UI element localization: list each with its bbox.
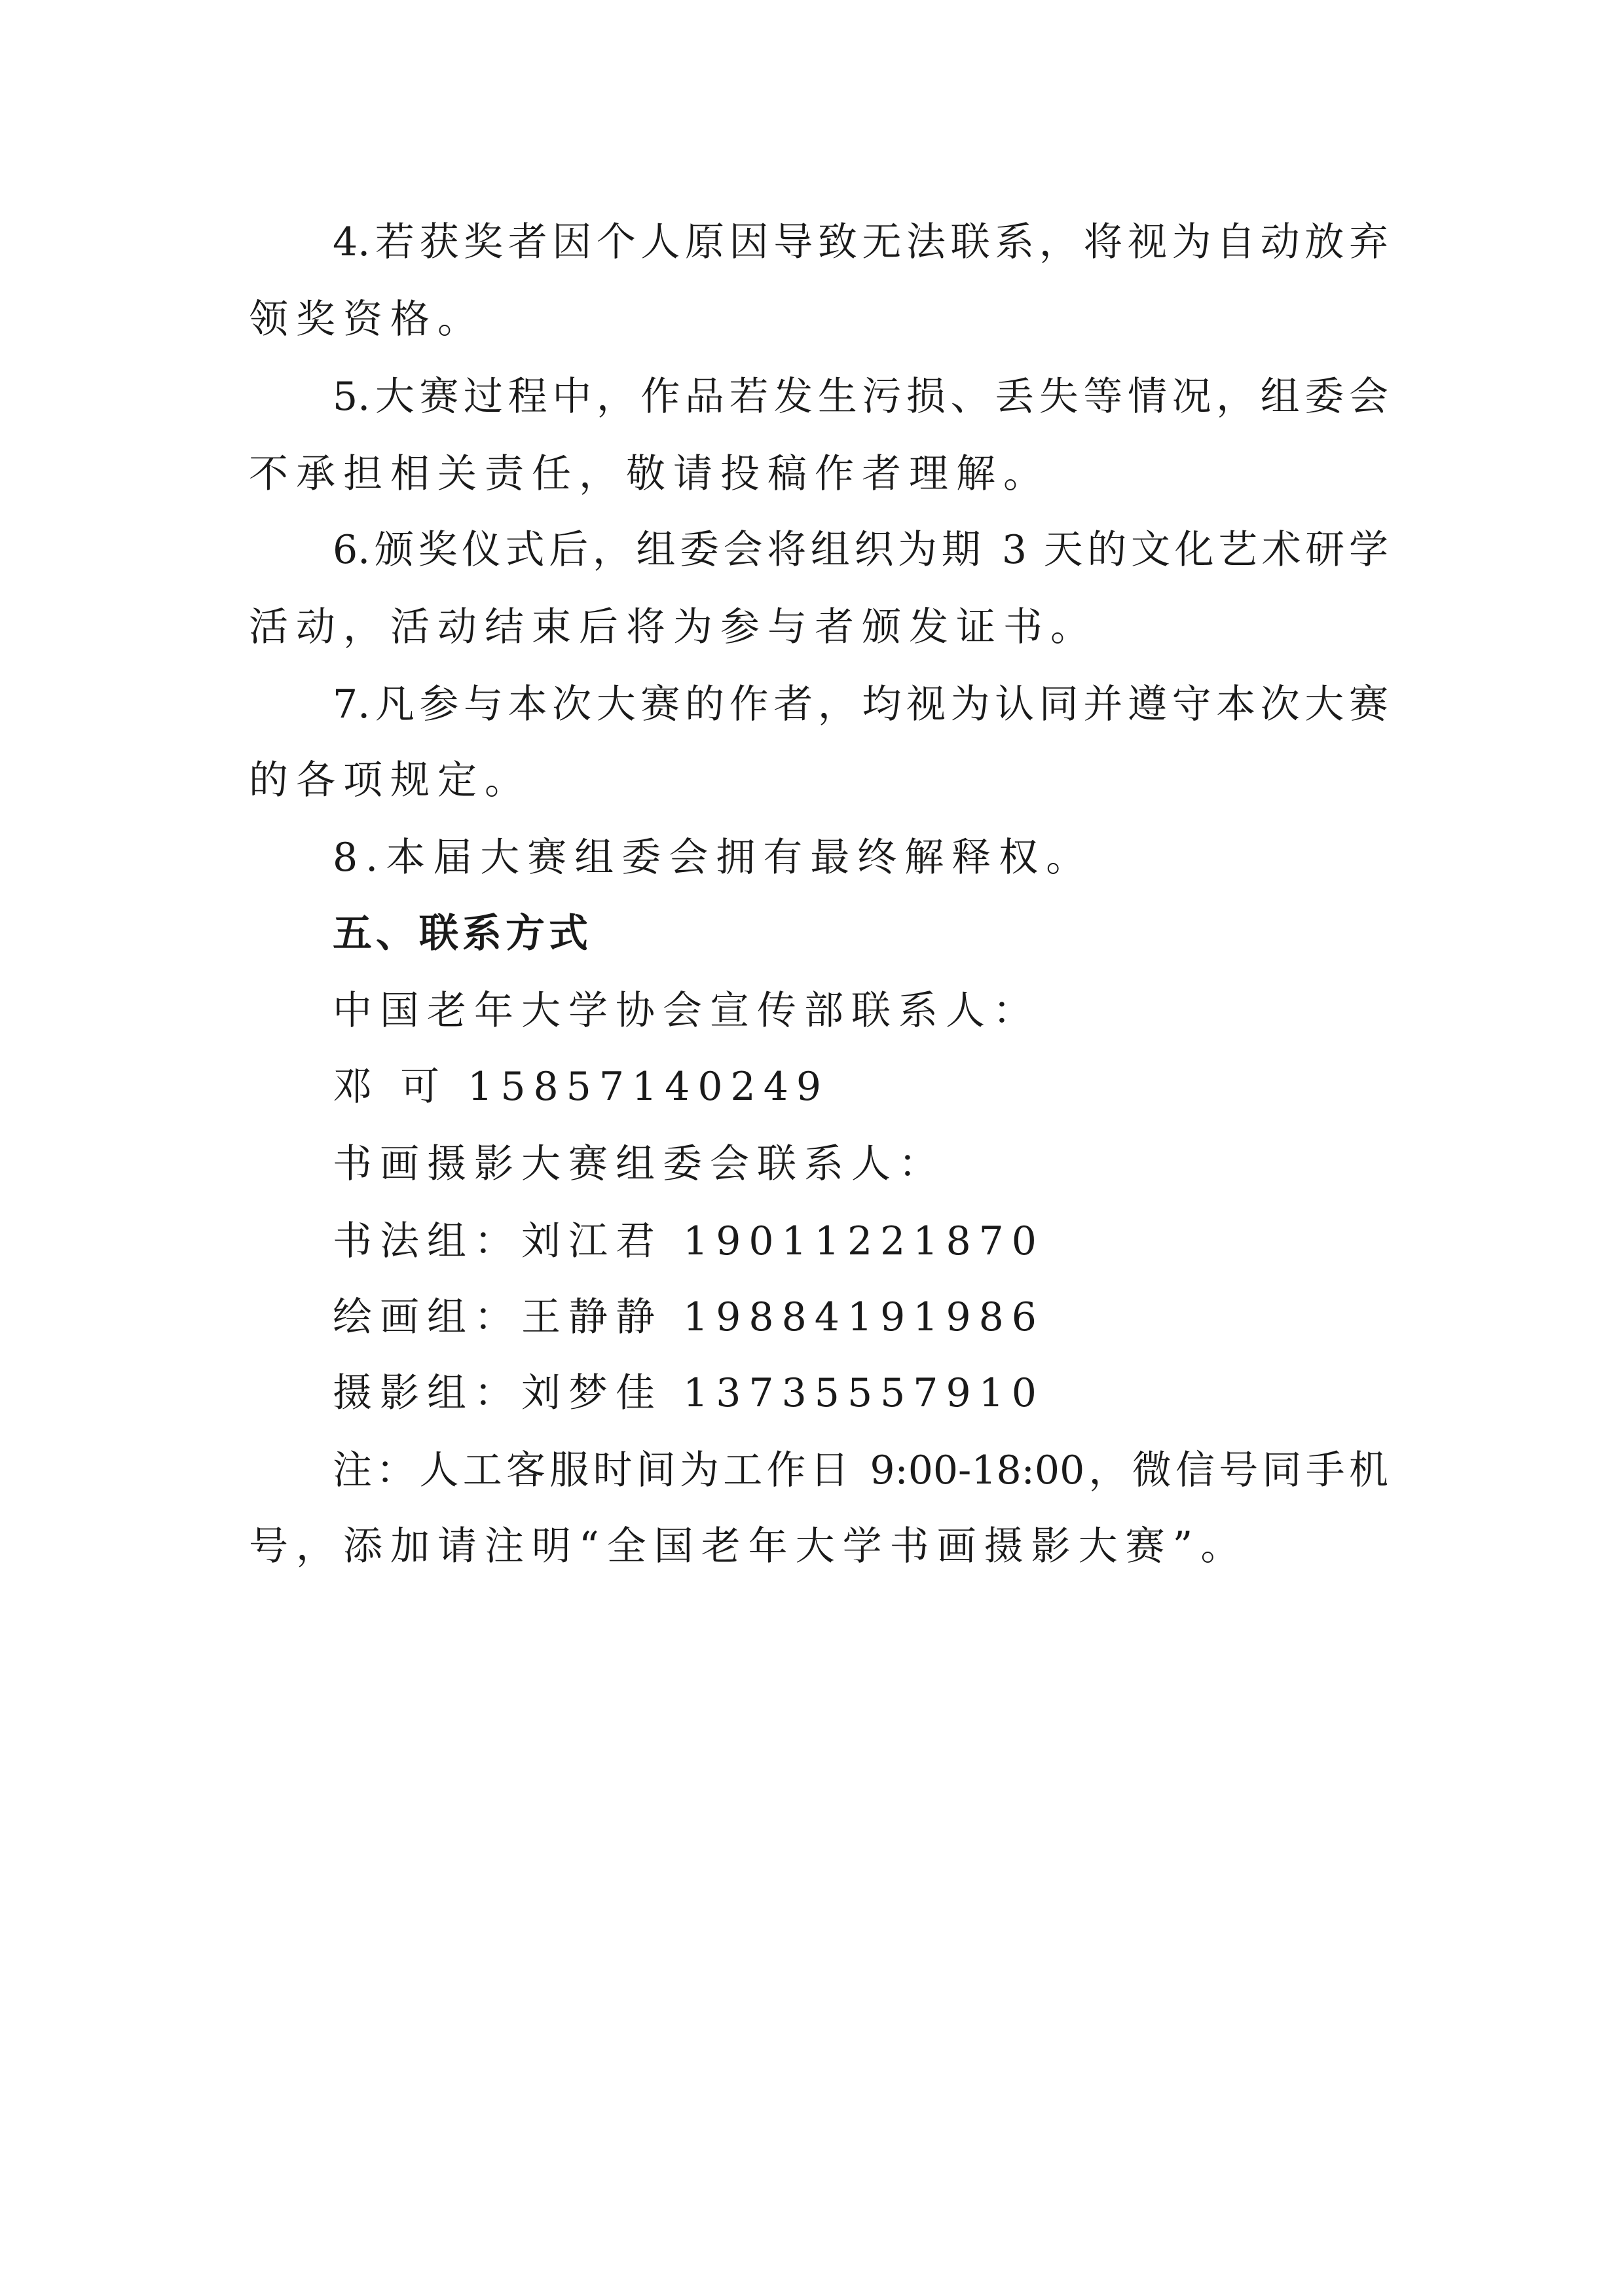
rule-4-line-2: 领奖资格。 <box>249 297 485 342</box>
calligraphy-contact: 书法组：刘江君 19011221870 <box>333 1218 1044 1264</box>
photography-contact: 摄影组：刘梦佳 13735557910 <box>333 1370 1044 1416</box>
note-line-1: 注：人工客服时间为工作日 9:00-18:00，微信号同手机 <box>333 1448 1388 1493</box>
note-line-2: 号，添加请注明“全国老年大学书画摄影大赛”。 <box>249 1523 1248 1569</box>
contact-heading: 五、联系方式 <box>333 911 592 957</box>
rule-6-line-2: 活动，活动结束后将为参与者颁发证书。 <box>249 604 1098 650</box>
rule-7-line-2: 的各项规定。 <box>249 757 532 803</box>
rule-4-line-1: 4.若获奖者因个人原因导致无法联系，将视为自动放弃 <box>333 219 1388 265</box>
rule-7-line-1: 7.凡参与本次大赛的作者，均视为认同并遵守本次大赛 <box>333 682 1388 727</box>
rule-8-line-1: 8.本届大赛组委会拥有最终解释权。 <box>333 835 1094 881</box>
publicity-contact-person: 邓 可 15857140249 <box>333 1064 830 1110</box>
document-page <box>249 0 1388 2296</box>
committee-contact-label: 书画摄影大赛组委会联系人： <box>333 1141 946 1187</box>
publicity-contact-label: 中国老年大学协会宣传部联系人： <box>333 988 1040 1034</box>
rule-5-line-1: 5.大赛过程中，作品若发生污损、丢失等情况，组委会 <box>333 374 1388 420</box>
rule-5-line-2: 不承担相关责任，敬请投稿作者理解。 <box>249 451 1050 497</box>
rule-6-line-1: 6.颁奖仪式后，组委会将组织为期 3 天的文化艺术研学 <box>333 527 1388 573</box>
painting-contact: 绘画组：王静静 19884191986 <box>333 1294 1044 1340</box>
